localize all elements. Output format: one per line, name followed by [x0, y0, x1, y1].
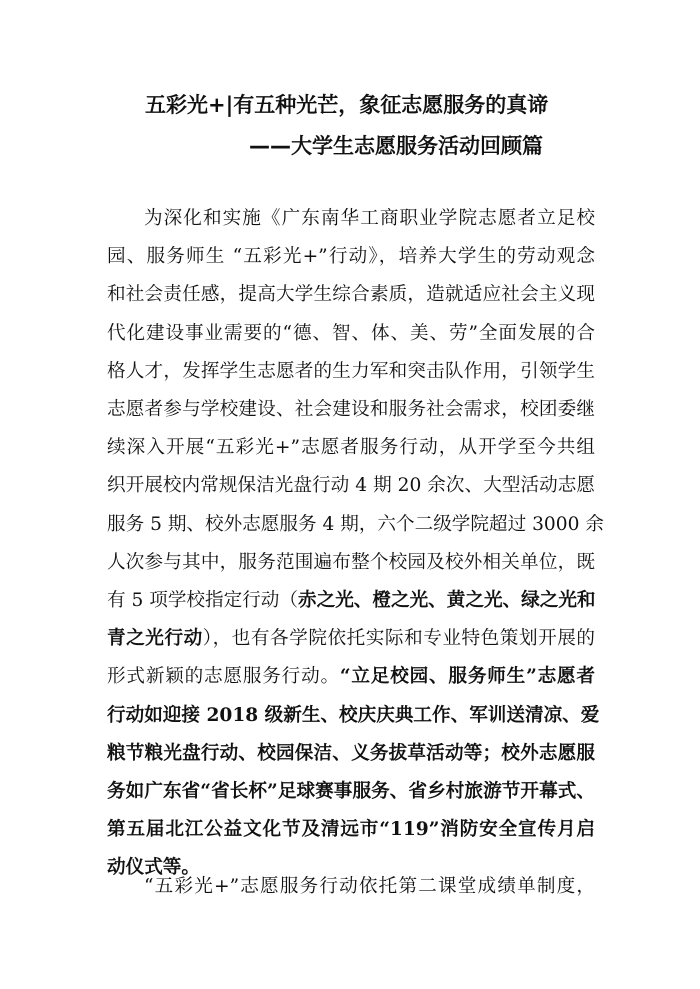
paragraph-line: 志愿者参与学校建设、社会建设和服务社会需求，校团委继	[107, 399, 595, 421]
paragraph-line: 织开展校内常规保洁光盘行动 4 期 20 余次、大型活动志愿	[107, 475, 595, 497]
paragraph-line: 为深化和实施《广东南华工商职业学院志愿者立足校	[144, 208, 595, 229]
paragraph-line	[107, 582, 595, 620]
plain-text: 形式新颖的志愿服务行动。	[107, 666, 340, 688]
bold-text: “立足校园、服务师生”志愿者	[339, 666, 595, 688]
paragraph-line: 粮节粮光盘行动、校园保洁、义务拔草活动等；校外志愿服	[107, 742, 595, 764]
paragraph-line: 人次参与其中，服务范围遍布整个校园及校外相关单位，既	[107, 551, 595, 573]
document-title: 五彩光+|有五种光芒，象征志愿服务的真谛	[145, 93, 549, 117]
paragraph-line: 格人才，发挥学生志愿者的生力军和突击队作用，引领学生	[107, 360, 595, 382]
paragraph-line: “五彩光+”志愿服务行动依托第二课堂成绩单制度，	[144, 876, 595, 897]
paragraph-line	[107, 620, 595, 658]
bold-text: 赤之光、橙之光、黄之光、绿之光和	[298, 590, 596, 612]
paragraph-line: 第五届北江公益文化节及清远市“119”消防安全宣传月启	[107, 819, 595, 841]
paragraph-2	[107, 868, 595, 906]
paragraph-line: 和社会责任感，提高大学生综合素质，造就适应社会主义现	[107, 284, 595, 306]
paragraph-line: 代化建设事业需要的“德、智、体、美、劳”全面发展的合	[107, 322, 595, 344]
paragraph-line: 续深入开展“五彩光+”志愿者服务行动，从开学至今共组	[107, 437, 595, 459]
plain-text: ），也有各学院依托实际和专业特色策划开展的	[202, 628, 595, 650]
paragraph-1	[107, 200, 604, 888]
plain-text: 有 5 项学校指定行动（	[107, 590, 298, 612]
paragraph-line: 园、服务师生 “五彩光+”行动》，培养大学生的劳动观念	[107, 246, 595, 268]
paragraph-line: 动仪式等。	[107, 857, 200, 879]
document-subtitle: ——大学生志愿服务活动回顾篇	[249, 134, 543, 158]
paragraph-line: 行动如迎接 2018 级新生、校庆庆典工作、军训送清凉、爱	[107, 704, 600, 726]
bold-text: 青之光行动	[107, 628, 203, 650]
paragraph-line: 务如广东省“省长杯”足球赛事服务、省乡村旅游节开幕式、	[107, 781, 595, 803]
paragraph-line: 服务 5 期、校外志愿服务 4 期，六个二级学院超过 3000 余	[107, 513, 604, 535]
paragraph-line	[107, 658, 595, 696]
